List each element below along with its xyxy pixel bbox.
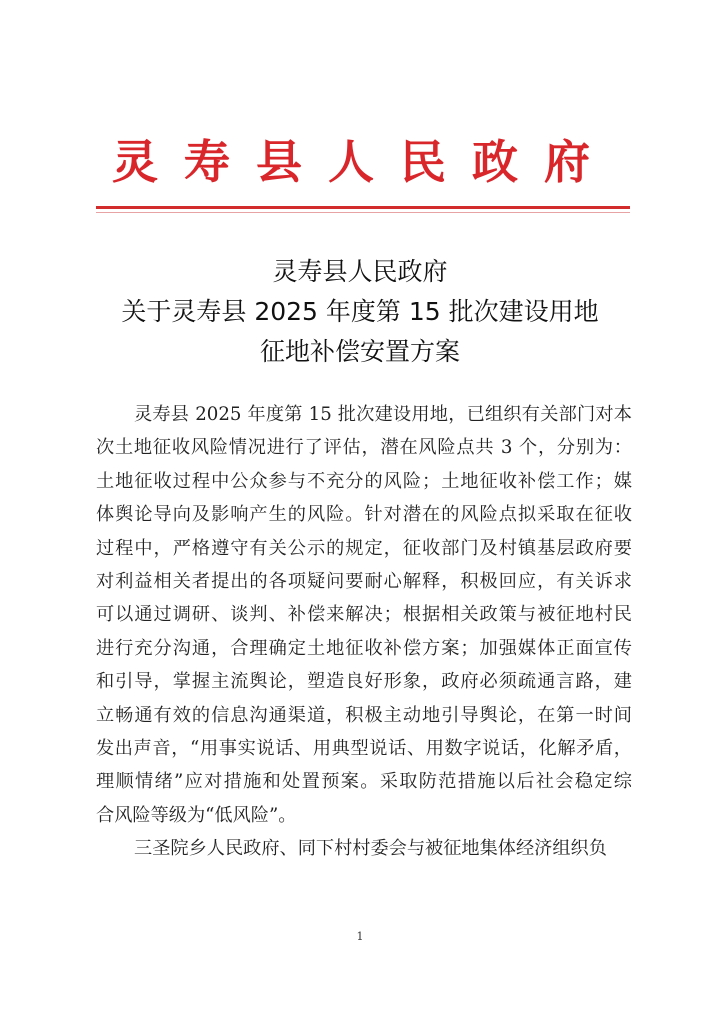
body-line: 灵寿县 2025 年度第 15 批次建设用地，已组织有关部门对本 (134, 404, 632, 425)
body-line: 进行充分沟通，合理确定土地征收补偿方案；加强媒体正面宣传 (96, 637, 632, 659)
body-line: 体舆论导向及影响产生的风险。针对潜在的风险点拟采取在征收 (96, 504, 632, 526)
body-line: 对利益相关者提出的各项疑问要耐心解释，积极回应，有关诉求 (96, 570, 632, 592)
body-line: 理顺情绪”应对措施和处置预案。采取防范措施以后社会稳定综 (96, 771, 632, 793)
document-title (60, 252, 660, 372)
body-line: 次土地征收风险情况进行了评估，潜在风险点共 3 个，分别为： (96, 437, 632, 459)
body-line: 过程中，严格遵守有关公示的规定，征收部门及村镇基层政府要 (96, 537, 632, 559)
body-line: 发出声音，“用事实说话、用典型说话、用数字说话，化解矛盾， (96, 737, 632, 759)
masthead-red-rule (96, 206, 630, 209)
body-line: 和引导，掌握主流舆论，塑造良好形象，政府必须疏通言路，建 (96, 671, 632, 693)
body-line: 合风险等级为“低风险”。 (96, 804, 297, 826)
body-paragraphs (96, 398, 632, 865)
title-line-1: 灵寿县人民政府 (272, 257, 448, 286)
body-line: 可以通过调研、谈判、补偿来解决；根据相关政策与被征地村民 (96, 604, 632, 626)
title-line-2: 关于灵寿县 2025 年度第 15 批次建设用地 (121, 297, 599, 326)
body-line: 立畅通有效的信息沟通渠道，积极主动地引导舆论，在第一时间 (96, 704, 632, 726)
body-line: 三圣院乡人民政府、同下村村委会与被征地集体经济组织负 (134, 838, 607, 860)
page-number: 1 (356, 930, 364, 943)
masthead-red-rule-thin (96, 212, 630, 213)
body-line: 土地征收过程中公众参与不充分的风险；土地征收补偿工作；媒 (96, 470, 632, 492)
title-line-3: 征地补偿安置方案 (259, 337, 460, 366)
masthead-title: 灵寿县人民政府 (112, 135, 616, 189)
